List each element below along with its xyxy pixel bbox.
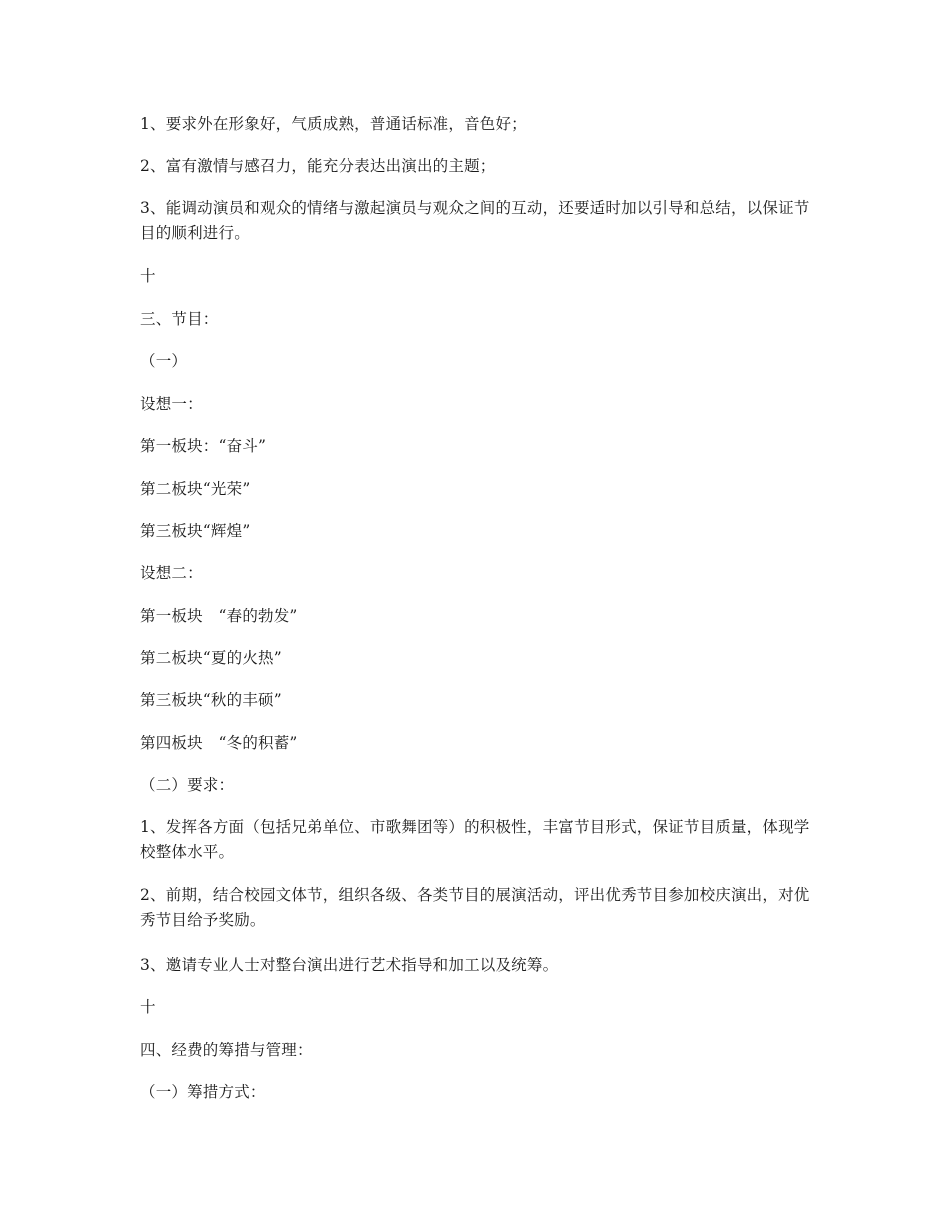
subsection-heading-requirements: （二）要求： xyxy=(140,776,235,794)
paragraph-host-requirement-3: 3、能调动演员和观众的情绪与激起演员与观众之间的互动，还要适时加以引导和总结，以保证节目的顺利进行。 xyxy=(140,199,810,242)
section-divider: 十 xyxy=(140,998,156,1016)
plan-two-heading: 设想二： xyxy=(140,564,203,582)
paragraph-host-requirement-2: 2、富有激情与感召力，能充分表达出演出的主题； xyxy=(140,157,496,175)
list-item: 第二板块“光荣” xyxy=(140,480,251,498)
list-item: 第三板块“辉煌” xyxy=(140,522,251,540)
section-heading-programs: 三、节目： xyxy=(140,310,219,328)
subsection-heading-funding-method: （一）筹措方式： xyxy=(140,1083,266,1101)
section-heading-funding: 四、经费的筹措与管理： xyxy=(140,1041,313,1059)
paragraph-host-requirement-1: 1、要求外在形象好，气质成熟，普通话标准，音色好； xyxy=(140,115,527,133)
section-divider: 十 xyxy=(140,267,156,285)
paragraph-program-requirement-2: 2、前期，结合校园文体节，组织各级、各类节目的展演活动，评出优秀节目参加校庆演出，对优秀节目给予奖励。 xyxy=(140,886,810,929)
subsection-heading: （一） xyxy=(140,352,188,370)
paragraph-program-requirement-1: 1、发挥各方面（包括兄弟单位、市歌舞团等）的积极性，丰富节目形式，保证节目质量，体现学校整体水平。 xyxy=(140,818,810,861)
list-item: 第一板块：“奋斗” xyxy=(140,437,267,455)
list-item: 第三板块“秋的丰硕” xyxy=(140,691,282,709)
list-item: 第四板块 “冬的积蓄” xyxy=(140,734,298,752)
list-item: 第一板块 “春的勃发” xyxy=(140,607,298,625)
list-item: 第二板块“夏的火热” xyxy=(140,649,282,667)
plan-one-heading: 设想一： xyxy=(140,395,203,413)
paragraph-program-requirement-3: 3、邀请专业人士对整台演出进行艺术指导和加工以及统筹。 xyxy=(140,956,559,974)
